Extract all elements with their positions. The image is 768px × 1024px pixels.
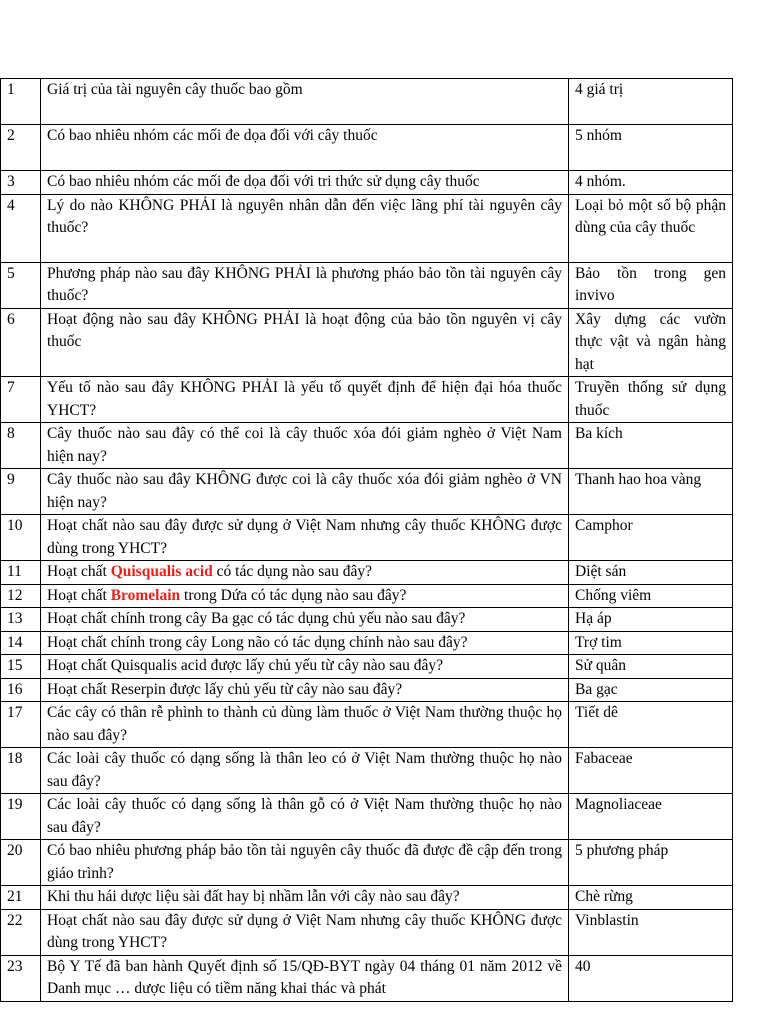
table-row <box>1 125 733 171</box>
answer-cell: Vinblastin <box>569 909 733 955</box>
row-number: 21 <box>1 886 41 910</box>
row-number: 18 <box>1 748 41 794</box>
table-row <box>1 515 733 561</box>
question-cell: Yếu tố nào sau đây KHÔNG PHẢI là yếu tố quyết định để hiện đại hóa thuốc YHCT? <box>41 377 569 423</box>
qa-table-body <box>1 79 733 1002</box>
question-cell: Có bao nhiêu nhóm các mối đe dọa đối với tri thức sử dụng cây thuốc <box>41 171 569 195</box>
row-number: 12 <box>1 584 41 608</box>
qa-table <box>0 78 733 1002</box>
table-row <box>1 377 733 423</box>
row-number: 19 <box>1 794 41 840</box>
question-cell: Các loài cây thuốc có dạng sống là thân gỗ có ở Việt Nam thường thuộc họ nào sau đây? <box>41 794 569 840</box>
question-cell: Các cây có thân rễ phình to thành củ dùng làm thuốc ở Việt Nam thường thuộc họ nào sau đây? <box>41 702 569 748</box>
table-row <box>1 308 733 377</box>
question-cell: Hoạt chất chính trong cây Long não có tác dụng chính nào sau đây? <box>41 631 569 655</box>
question-cell: Có bao nhiêu phương pháp bảo tồn tài nguyên cây thuốc đã được đề cập đến trong giáo trình? <box>41 840 569 886</box>
answer-cell: Bảo tồn trong gen invivo <box>569 262 733 308</box>
question-cell: Hoạt chất Quisqualis acid được lấy chủ yếu từ cây nào sau đây? <box>41 655 569 679</box>
table-row <box>1 423 733 469</box>
question-cell: Phương pháp nào sau đây KHÔNG PHẢI là phương pháo bảo tồn tài nguyên cây thuốc? <box>41 262 569 308</box>
row-number: 6 <box>1 308 41 377</box>
question-suffix: trong Dứa có tác dụng nào sau đây? <box>180 586 407 604</box>
question-suffix: có tác dụng nào sau đây? <box>212 563 373 580</box>
question-cell: Các loài cây thuốc có dạng sống là thân leo có ở Việt Nam thường thuộc họ nào sau đây? <box>41 748 569 794</box>
question-cell <box>41 584 569 608</box>
answer-cell: Fabaceae <box>569 748 733 794</box>
table-row <box>1 955 733 1001</box>
table-row <box>1 584 733 608</box>
row-number: 22 <box>1 909 41 955</box>
answer-cell: Hạ áp <box>569 608 733 632</box>
row-number: 1 <box>1 79 41 125</box>
table-row <box>1 794 733 840</box>
question-cell: Cây thuốc nào sau đây có thể coi là cây thuốc xóa đói giảm nghèo ở Việt Nam hiện nay? <box>41 423 569 469</box>
row-number: 20 <box>1 840 41 886</box>
question-cell: Khi thu hái dược liệu sài đất hay bị nhầm lẫn với cây nào sau đây? <box>41 886 569 910</box>
table-row <box>1 631 733 655</box>
row-number: 3 <box>1 171 41 195</box>
table-row <box>1 194 733 262</box>
answer-cell: Loại bỏ một số bộ phận dùng của cây thuốc <box>569 194 733 262</box>
row-number: 14 <box>1 631 41 655</box>
table-row <box>1 171 733 195</box>
table-row <box>1 469 733 515</box>
question-cell: Bộ Y Tế đã ban hành Quyết định số 15/QĐ-BYT ngày 04 tháng 01 năm 2012 về Danh mục … dược liệu có tiềm năng khai thác và phát <box>41 955 569 1001</box>
table-row <box>1 886 733 910</box>
table-row <box>1 79 733 125</box>
answer-cell: Chè rừng <box>569 886 733 910</box>
question-cell: Có bao nhiêu nhóm các mối đe dọa đối với cây thuốc <box>41 125 569 171</box>
question-cell: Hoạt chất nào sau đây được sử dụng ở Việt Nam nhưng cây thuốc KHÔNG được dùng trong YHCT? <box>41 909 569 955</box>
answer-cell: Chống viêm <box>569 584 733 608</box>
row-number: 13 <box>1 608 41 632</box>
row-number: 5 <box>1 262 41 308</box>
row-number: 8 <box>1 423 41 469</box>
highlighted-compound: Bromelain <box>110 586 181 604</box>
row-number: 9 <box>1 469 41 515</box>
row-number: 16 <box>1 678 41 702</box>
answer-cell: 5 phương pháp <box>569 840 733 886</box>
answer-cell: Diệt sán <box>569 561 733 585</box>
row-number: 23 <box>1 955 41 1001</box>
row-number: 11 <box>1 561 41 585</box>
answer-cell: 4 nhóm. <box>569 171 733 195</box>
answer-cell: Magnoliaceae <box>569 794 733 840</box>
table-row <box>1 909 733 955</box>
table-row <box>1 678 733 702</box>
question-cell: Cây thuốc nào sau đây KHÔNG được coi là cây thuốc xóa đói giảm nghèo ở VN hiện nay? <box>41 469 569 515</box>
table-row <box>1 748 733 794</box>
table-row <box>1 702 733 748</box>
question-cell: Hoạt chất nào sau đây được sử dụng ở Việt Nam nhưng cây thuốc KHÔNG được dùng trong YHCT? <box>41 515 569 561</box>
question-prefix: Hoạt chất <box>47 563 111 580</box>
question-cell <box>41 561 569 585</box>
table-row <box>1 561 733 585</box>
row-number: 15 <box>1 655 41 679</box>
answer-cell: Tiết dê <box>569 702 733 748</box>
question-cell: Lý do nào KHÔNG PHẢI là nguyên nhân dẫn đến việc lãng phí tài nguyên cây thuốc? <box>41 194 569 262</box>
highlighted-compound: Quisqualis acid <box>110 563 213 580</box>
answer-cell: Ba kích <box>569 423 733 469</box>
question-prefix: Hoạt chất <box>47 586 111 604</box>
table-row <box>1 262 733 308</box>
answer-cell: Truyền thống sử dụng thuốc <box>569 377 733 423</box>
row-number: 4 <box>1 194 41 262</box>
table-row <box>1 608 733 632</box>
answer-cell: 4 giá trị <box>569 79 733 125</box>
question-cell: Giá trị của tài nguyên cây thuốc bao gồm <box>41 79 569 125</box>
question-cell: Hoạt chất Reserpin được lấy chủ yếu từ cây nào sau đây? <box>41 678 569 702</box>
table-row <box>1 655 733 679</box>
answer-cell: Trợ tim <box>569 631 733 655</box>
row-number: 2 <box>1 125 41 171</box>
answer-cell: Thanh hao hoa vàng <box>569 469 733 515</box>
answer-cell: 5 nhóm <box>569 125 733 171</box>
answer-cell: 40 <box>569 955 733 1001</box>
row-number: 7 <box>1 377 41 423</box>
answer-cell: Camphor <box>569 515 733 561</box>
answer-cell: Xây dựng các vườn thực vật và ngân hàng hạt <box>569 308 733 377</box>
row-number: 17 <box>1 702 41 748</box>
question-cell: Hoạt chất chính trong cây Ba gạc có tác dụng chủ yếu nào sau đây? <box>41 608 569 632</box>
row-number: 10 <box>1 515 41 561</box>
table-row <box>1 840 733 886</box>
answer-cell: Ba gạc <box>569 678 733 702</box>
question-cell: Hoạt động nào sau đây KHÔNG PHẢI là hoạt động của bảo tồn nguyên vị cây thuốc <box>41 308 569 377</box>
answer-cell: Sử quân <box>569 655 733 679</box>
